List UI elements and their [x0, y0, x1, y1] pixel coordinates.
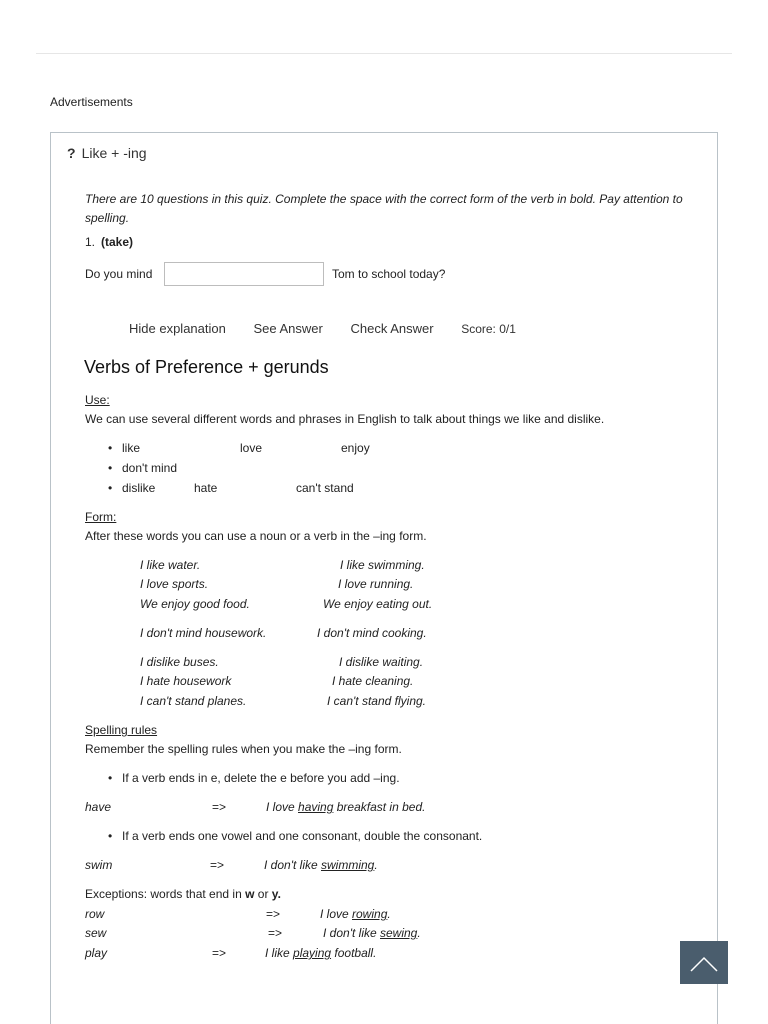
example-left: I can't stand planes.: [140, 694, 247, 708]
rule-verb: swim: [85, 858, 113, 872]
list-item: • dislike: [122, 481, 155, 495]
form-label: Form:: [85, 510, 117, 524]
exception-verb: play: [85, 946, 108, 960]
exceptions-pre: Exceptions: words that end in: [85, 887, 246, 901]
question-verb: (take): [101, 235, 134, 249]
exceptions-or: or: [254, 887, 272, 901]
exception-example-pre: I don't like: [323, 926, 380, 940]
use-text: We can use several different words and phrases in English to talk about things we like and dislike.: [85, 412, 605, 426]
example-right: We enjoy eating out.: [323, 597, 433, 611]
rule-item: • If a verb ends one vowel and one consonant, double the consonant.: [122, 829, 482, 843]
list-item-col: love: [240, 441, 263, 455]
example-right: I dislike waiting.: [339, 655, 424, 669]
exception-verb: row: [85, 907, 105, 921]
example-left: I love sports.: [140, 577, 209, 591]
rule-example-word: having: [298, 800, 334, 814]
exception-example-word: sewing: [380, 926, 418, 940]
arrow: =>: [212, 800, 227, 814]
exceptions-w: w: [245, 887, 255, 901]
exception-example-post: .: [417, 926, 421, 940]
question-text-before: Do you mind: [85, 267, 153, 281]
question-number: [85, 235, 133, 249]
hide-explanation-button[interactable]: Hide explanation: [129, 321, 226, 336]
example-left: We enjoy good food.: [140, 597, 250, 611]
exception-example-pre: I love: [320, 907, 353, 921]
list-item-col: hate: [194, 481, 218, 495]
rule-verb: have: [85, 800, 112, 814]
quiz-title: [67, 145, 147, 161]
example-right: I can't stand flying.: [327, 694, 427, 708]
quiz-buttons: [129, 321, 516, 336]
exception-example: [320, 907, 391, 921]
exception-example: [265, 946, 376, 960]
exception-verb: sew: [85, 926, 107, 940]
score-display: Score: 0/1: [461, 322, 516, 336]
list-item-col: can't stand: [296, 481, 354, 495]
example-right: I don't mind cooking.: [317, 626, 427, 640]
arrow: =>: [268, 926, 283, 940]
quiz-intro: There are 10 questions in this quiz. Complete the space with the correct form of the verb in bold. Pay attention to spelling.: [85, 192, 683, 225]
list-item-col: enjoy: [341, 441, 370, 455]
exception-example-word: rowing: [352, 907, 388, 921]
rule-example-word: swimming: [321, 858, 375, 872]
question-text-after: Tom to school today?: [332, 267, 446, 281]
scroll-to-top-button[interactable]: [680, 941, 728, 984]
quiz-box: [50, 132, 718, 1024]
top-divider: [36, 53, 732, 54]
rule-item: • If a verb ends in e, delete the e before you add –ing.: [122, 771, 400, 785]
see-answer-button[interactable]: See Answer: [253, 321, 323, 336]
list-item: • don't mind: [122, 461, 177, 475]
arrow: =>: [210, 858, 225, 872]
rule-example: [266, 800, 425, 814]
exception-example-pre: I like: [265, 946, 294, 960]
example-left: I hate housework: [140, 674, 232, 688]
advertisements-label: Advertisements: [50, 95, 133, 109]
quiz-title-text: Like + -ing: [81, 145, 147, 161]
arrow: =>: [212, 946, 227, 960]
question-mark-icon: ?: [67, 145, 76, 161]
question-number-value: 1.: [85, 235, 96, 249]
exception-example-post: .: [387, 907, 391, 921]
example-right: I love running.: [338, 577, 414, 591]
arrow: =>: [266, 907, 281, 921]
rule-example-pre: I love: [266, 800, 299, 814]
rule-example-post: breakfast in bed.: [333, 800, 426, 814]
use-label: Use:: [85, 393, 110, 407]
example-left: I don't mind housework.: [140, 626, 267, 640]
form-text: After these words you can use a noun or a verb in the –ing form.: [85, 529, 427, 543]
explanation-heading: Verbs of Preference + gerunds: [84, 357, 329, 377]
exceptions-y: y.: [271, 887, 281, 901]
chevron-up-icon: [680, 941, 728, 984]
exception-example: [323, 926, 421, 940]
exception-example-word: playing: [293, 946, 332, 960]
check-answer-button[interactable]: Check Answer: [350, 321, 434, 336]
list-item: • like: [122, 441, 140, 455]
rule-example: [264, 858, 378, 872]
spelling-label: Spelling rules: [85, 723, 158, 737]
example-left: I dislike buses.: [140, 655, 219, 669]
rule-example-pre: I don't like: [264, 858, 321, 872]
example-left: I like water.: [140, 558, 201, 572]
example-right: I like swimming.: [340, 558, 425, 572]
exception-example-post: football.: [331, 946, 377, 960]
example-right: I hate cleaning.: [332, 674, 414, 688]
answer-input[interactable]: [164, 262, 324, 286]
rule-example-post: .: [374, 858, 378, 872]
exceptions-text: [85, 887, 281, 901]
spelling-text: Remember the spelling rules when you make the –ing form.: [85, 742, 402, 756]
